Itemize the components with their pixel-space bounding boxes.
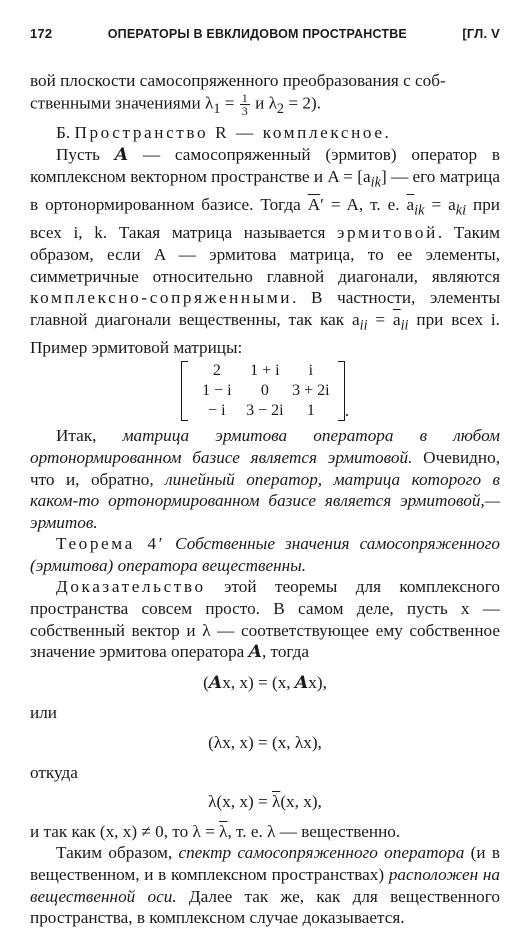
text-span: — самосопряженный (эрмитов) оператор в комплексном векторном пространстве и A = [a <box>30 144 500 187</box>
operator-symbol: A <box>248 642 262 663</box>
emphasis: расположен на вещественной оси. <box>30 865 501 906</box>
text-span: . В частности, элементы главной диагонали вещественны, так как a <box>30 288 500 329</box>
running-head <box>30 26 500 48</box>
fraction <box>240 92 250 117</box>
conjugate-symbol: $\overline{A}$ <box>307 195 321 215</box>
conjugate-symbol: $\overline{a}$ <box>406 195 415 215</box>
matrix-cell: 3 − 2i <box>246 402 284 420</box>
conjugate-symbol: $\overline{a}$ <box>392 309 401 329</box>
paragraph-result <box>30 821 500 843</box>
text-span: , т. е. λ — вещественно. <box>227 821 401 841</box>
operator-symbol: A <box>294 672 309 693</box>
connector-word: откуда <box>30 762 78 782</box>
text-span: . Таким образом, если A — эрмитова матрица, то ее элементы, симметричные относительно главной диагонали, являются <box>30 223 501 286</box>
text-span: Итак, <box>56 426 123 446</box>
text-span: , тогда <box>261 642 309 662</box>
text-span: x), <box>308 672 327 692</box>
paragraph-continuation <box>30 70 500 120</box>
subscript: ii <box>400 317 409 334</box>
text-span: и так как (x, x) ≠ 0, то λ = <box>30 821 220 841</box>
theorem-statement: Собственные значения самосопряженного (эрмитова) оператора вещественны. <box>30 534 500 575</box>
body-text <box>30 70 500 929</box>
paragraph-definition <box>30 144 500 359</box>
text-span: (x, x), <box>280 792 322 812</box>
matrix-cell: 1 − i <box>202 382 232 400</box>
text-span: = 2). <box>284 93 321 113</box>
subscript: ik <box>414 202 425 219</box>
matrix-cell: 1 + i <box>250 362 280 380</box>
matrix-period: . <box>344 400 350 420</box>
conjugate-symbol: $\overline{\lambda}$ <box>271 792 281 812</box>
running-title: ОПЕРАТОРЫ В ЕВКЛИДОВОМ ПРОСТРАНСТВЕ <box>107 27 407 41</box>
subscript: 1 <box>213 100 221 117</box>
emphasis: линейный оператор, матрица которого в каком-то ортонормированном базисе является эрмитовой,— эрмитов. <box>30 469 500 532</box>
matrix-cell: i <box>308 362 314 380</box>
proof-label: Доказательство <box>56 577 206 597</box>
section-title: Пространство R — комплексное. <box>74 123 392 143</box>
text-span: и λ <box>250 93 277 113</box>
operator-symbol: A <box>208 672 223 693</box>
text-span: этой теоремы для комплексного пространства совсем просто. В самом деле, пусть x — собственный вектор и λ — соответствующее ему собственное значение эрмитова оператора <box>30 577 500 662</box>
text-span: Пусть <box>56 144 115 164</box>
left-bracket <box>181 361 188 421</box>
page-number: 172 <box>30 26 53 41</box>
text-span: ственными значениями λ <box>30 93 214 113</box>
section-label: Б. <box>56 123 71 143</box>
text-span: при всех i, k. Такая матрица называется <box>30 195 501 243</box>
matrix-cell: 1 <box>306 402 315 420</box>
matrix-cell: 3 + 2i <box>292 382 330 400</box>
chapter-label: [ГЛ. V <box>462 26 500 41</box>
connector-word: или <box>30 703 57 723</box>
equation-3 <box>30 791 500 813</box>
defined-term: эрмитовой <box>337 223 438 243</box>
theorem-label: Теорема 4′ <box>56 534 166 554</box>
proof <box>30 576 500 663</box>
fraction-numerator: 1 <box>241 90 248 105</box>
paragraph-summary <box>30 842 500 928</box>
text-span: = a <box>424 195 456 215</box>
text-span: ] — его матрица в ортонормированном базисе. Тогда <box>30 167 500 215</box>
subscript: 2 <box>276 100 285 117</box>
subscript: ii <box>359 317 368 334</box>
text-span: (и в вещественном, и в комплексном пространствах) <box>30 843 500 885</box>
text-line: вой плоскости самосопряженного преобразования с соб- <box>30 71 446 90</box>
operator-symbol: A <box>114 144 129 165</box>
matrix-cell: 2 <box>212 362 221 380</box>
matrix-cell: 0 <box>260 382 269 400</box>
conjugate-symbol: $\overline{\lambda}$ <box>219 821 228 841</box>
text-span: Очевидно, что и, обратно, <box>30 447 500 489</box>
matrix <box>181 361 345 421</box>
emphasis: спектр самосопряженного оператора <box>178 843 465 863</box>
text-span: при всех i. Пример эрмитовой матрицы: <box>30 309 500 357</box>
text-span: λ(x, x) = <box>208 792 272 812</box>
section-heading <box>30 122 500 144</box>
subscript: ik <box>370 174 381 191</box>
text-span: x, x) = (x, <box>222 672 295 692</box>
equation-1 <box>30 672 500 695</box>
text-span: ( <box>203 672 209 692</box>
text-span: ′ = A, т. е. <box>320 195 407 215</box>
matrix-cell: − i <box>208 402 226 420</box>
text-span: = <box>220 93 239 113</box>
paragraph-conclusion <box>30 425 500 533</box>
page <box>30 26 500 929</box>
defined-term: комплексно-сопряженными <box>30 288 293 308</box>
text-span: Далее так же, как для вещественного пространства, в комплексном случае доказывается. <box>30 886 500 928</box>
matrix-grid <box>188 361 338 421</box>
hermitian-matrix-example <box>30 361 500 421</box>
fraction-denominator: 3 <box>241 103 248 118</box>
text-span: Таким образом, <box>56 843 179 863</box>
right-bracket <box>338 361 345 421</box>
theorem <box>30 533 500 576</box>
emphasis: матрица эрмитова оператора в любом ортонормированном базисе является эрмитовой. <box>30 426 500 467</box>
subscript: ki <box>455 202 467 219</box>
text-span: = <box>367 309 393 329</box>
equation-2: (λx, x) = (x, λx), <box>208 733 322 753</box>
